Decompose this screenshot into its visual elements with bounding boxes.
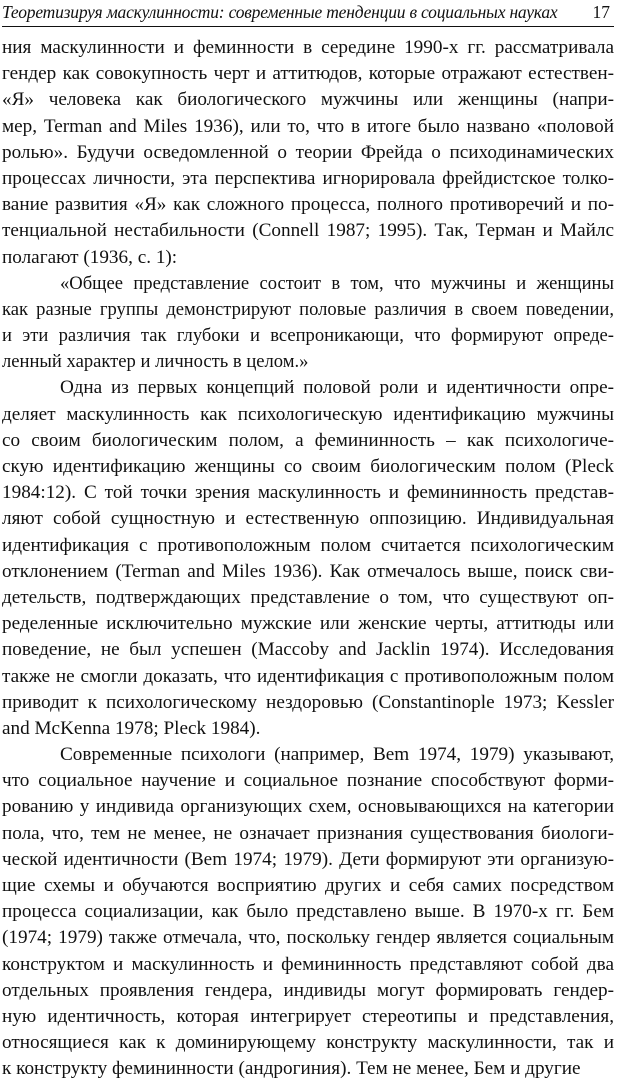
text-line: конструктом и маскулинность и фемининность представляют собой два xyxy=(2,953,614,975)
page-number: 17 xyxy=(592,2,610,22)
text-line: приводит к психологическому нездоровью (Constantinople 1973; Kessler xyxy=(2,691,614,713)
text-line: «Общее представление состоит в том, что мужчины и женщины xyxy=(60,272,614,294)
body-text xyxy=(2,35,614,1083)
text-line: ленный характер и личность в целом.» xyxy=(2,351,309,373)
text-line: детельств, подтверждающих представление о том, что существуют оп- xyxy=(2,586,614,608)
text-line: and McKenna 1978; Pleck 1984). xyxy=(2,717,261,739)
text-line: идентификация с противоположным полом считается психологическим xyxy=(2,534,614,556)
text-line: Одна из первых концепций половой роли и идентичности опре- xyxy=(60,377,614,399)
block-quote xyxy=(2,271,614,376)
text-line: процессах личности, эта перспектива игнорировала фрейдистское толко- xyxy=(2,167,614,189)
paragraph xyxy=(2,35,614,271)
text-line: (1974; 1979) также отмечала, что, поскольку гендер является социальным xyxy=(2,927,614,949)
text-line: процесса социализации, как было представлено выше. В 1970-х гг. Бем xyxy=(2,901,614,923)
text-line: «Я» человека как биологического мужчины или женщины (напри- xyxy=(2,89,614,111)
text-line: к конструкту фемининности (андрогиния). Тем не менее, Бем и другие xyxy=(2,1058,581,1080)
text-line: что социальное научение и социальное познание способствуют форми- xyxy=(2,770,614,792)
text-line: ния маскулинности и феминности в середине 1990-х гг. рассматривала xyxy=(2,37,614,58)
text-line: ную идентичность, которая интегрирует стереотипы и представления, xyxy=(2,1005,614,1027)
text-line: рованию у индивида организующих схем, основывающихся на категории xyxy=(2,796,614,818)
text-line: со своим биологическим полом, а фемининность – как психологиче- xyxy=(2,429,614,451)
text-line: ределенные исключительно мужские или женские черты, аттитюды или xyxy=(2,613,614,635)
paragraph xyxy=(2,375,614,742)
text-line: гендер как совокупность черт и аттитюдов, которые отражают естествен- xyxy=(2,63,614,85)
paragraph xyxy=(2,742,614,1082)
text-line: также не смогли доказать, что идентификация с противоположным полом xyxy=(2,665,614,687)
text-line: и эти различия так глубоки и всепроникающи, что формируют опреде- xyxy=(2,325,614,347)
text-line: щие схемы и обучаются восприятию других и себя самих посредством xyxy=(2,875,614,896)
text-line: полагают (1936, с. 1): xyxy=(2,246,178,268)
text-line: ролью». Будучи осведомленной о теории Фрейда о психодинамических xyxy=(2,141,614,163)
text-line: поведение, не был успешен (Maccoby and Jacklin 1974). Исследования xyxy=(2,639,614,661)
text-line: ляют собой сущностную и естественную оппозицию. Индивидуальная xyxy=(2,508,614,530)
text-line: Современные психологи (например, Bem 1974, 1979) указывают, xyxy=(60,744,614,766)
text-line: скую идентификацию женщины со своим биологическим полом (Pleck xyxy=(2,456,614,477)
text-line: ческой идентичности (Bem 1974; 1979). Дети формируют эти организую- xyxy=(2,848,614,870)
text-line: отклонением (Terman and Miles 1936). Как отмечалось выше, поиск сви- xyxy=(2,560,614,582)
text-line: 1984:12). С той точки зрения маскулинность и фемининность представ- xyxy=(2,482,614,504)
text-line: относящиеся как к доминирующему конструкту маскулинности, так и xyxy=(2,1032,614,1054)
text-line: деляет маскулинность как психологическую идентификацию мужчины xyxy=(2,403,614,425)
text-line: тенциальной нестабильности (Connell 1987; 1995). Так, Терман и Майлс xyxy=(2,220,614,242)
text-line: пола, что, тем не менее, не означает признания существования биологи- xyxy=(2,822,614,844)
text-line: мер, Terman and Miles 1936), или то, что в итоге было названо «половой xyxy=(2,115,614,137)
running-title: Теоретизируя маскулинности: современные тенденции в социальных науках xyxy=(2,2,558,22)
text-line: вание развития «Я» как сложного процесса, полного противоречий и по- xyxy=(2,194,614,216)
running-head xyxy=(2,0,614,27)
text-line: как разные группы демонстрируют половые различия в своем поведении, xyxy=(2,298,614,320)
text-line: отдельных проявления гендера, индивиды могут формировать гендер- xyxy=(2,979,614,1001)
